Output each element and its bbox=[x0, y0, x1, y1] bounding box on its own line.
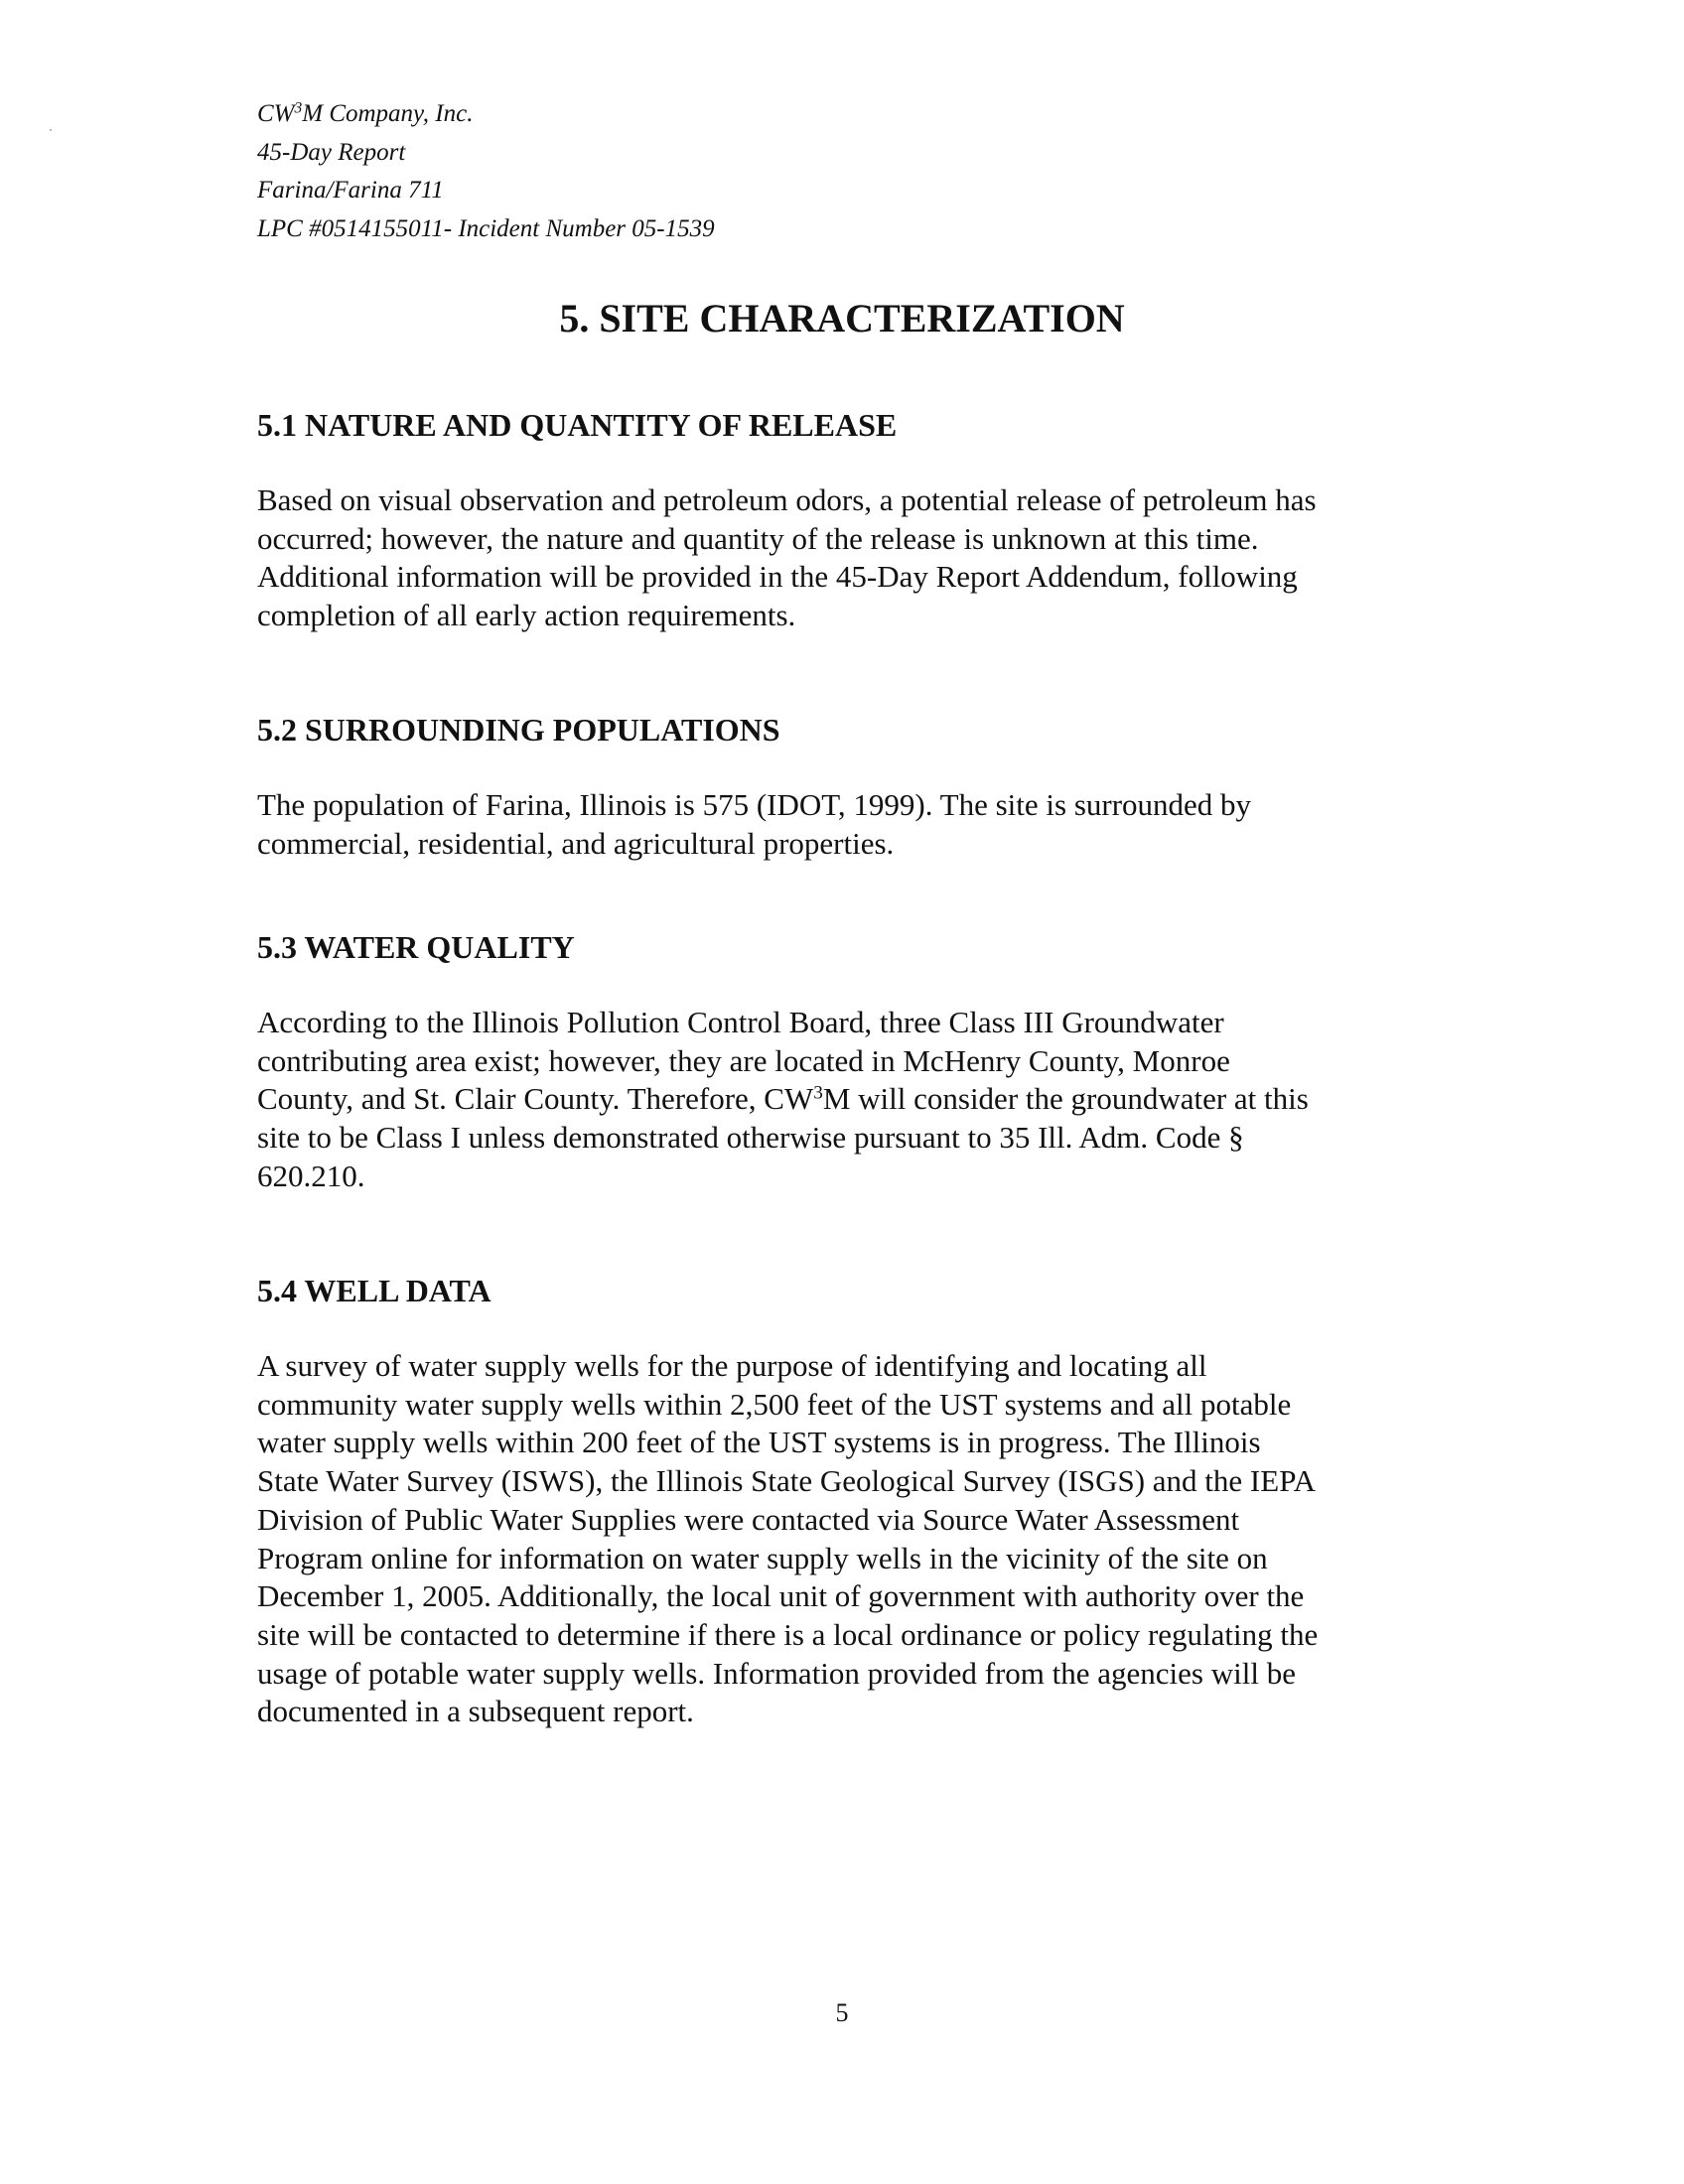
header-company-sup: 3 bbox=[294, 99, 303, 117]
header-company-pre: CW bbox=[257, 100, 295, 127]
paragraph-line: The population of Farina, Illinois is 575 (IDOT, 1999). The site is surrounded by bbox=[257, 787, 1252, 822]
paragraph-line: 620.210. bbox=[257, 1158, 365, 1193]
paragraph-line-post: M will consider the groundwater at this bbox=[822, 1081, 1309, 1117]
header-company-post: M Company, Inc. bbox=[302, 100, 474, 127]
paragraph-line-sup: 3 bbox=[813, 1082, 823, 1104]
section-water-quality bbox=[257, 927, 1478, 1196]
paragraph-line: State Water Survey (ISWS), the Illinois State Geological Survey (ISGS) and the IEPA bbox=[257, 1463, 1316, 1499]
page-title: 5. SITE CHARACTERIZATION bbox=[559, 296, 1125, 341]
paragraph-line: occurred; however, the nature and quantity of the release is unknown at this time. bbox=[257, 520, 1259, 556]
paragraph-line: documented in a subsequent report. bbox=[257, 1694, 694, 1729]
paragraph-line: Program online for information on water supply wells in the vicinity of the site on bbox=[257, 1540, 1268, 1575]
paragraph-line: A survey of water supply wells for the purpose of identifying and locating all bbox=[257, 1348, 1207, 1383]
paragraph-line: completion of all early action requirements. bbox=[257, 598, 796, 633]
section-paragraph bbox=[257, 1004, 1478, 1196]
section-nature-and-quantity bbox=[257, 405, 1478, 635]
header-company bbox=[257, 95, 715, 134]
paragraph-line-pre: County, and St. Clair County. Therefore, CW bbox=[257, 1081, 814, 1117]
header-site: Farina/Farina 711 bbox=[257, 177, 444, 204]
paragraph-line: December 1, 2005. Additionally, the local unit of government with authority over the bbox=[257, 1578, 1305, 1614]
scan-artifact bbox=[50, 129, 52, 131]
paragraph-line: community water supply wells within 2,500 feet of the UST systems and all potable bbox=[257, 1386, 1292, 1422]
section-heading: 5.3 WATER QUALITY bbox=[257, 929, 575, 965]
section-heading: 5.2 SURROUNDING POPULATIONS bbox=[257, 712, 780, 748]
page-number: 5 bbox=[835, 1998, 849, 2027]
section-heading: 5.4 WELL DATA bbox=[257, 1273, 491, 1308]
paragraph-line: contributing area exist; however, they are located in McHenry County, Monroe bbox=[257, 1042, 1230, 1078]
paragraph-line: commercial, residential, and agricultural properties. bbox=[257, 825, 895, 861]
section-surrounding-populations bbox=[257, 710, 1478, 863]
paragraph-line: water supply wells within 200 feet of the UST systems is in progress. The Illinois bbox=[257, 1425, 1261, 1460]
section-heading: 5.1 NATURE AND QUANTITY OF RELEASE bbox=[257, 407, 898, 443]
paragraph-line: site to be Class I unless demonstrated otherwise pursuant to 35 Ill. Adm. Code § bbox=[257, 1120, 1244, 1156]
report-header bbox=[257, 95, 715, 248]
section-paragraph bbox=[257, 481, 1478, 635]
paragraph-line: Based on visual observation and petroleum odors, a potential release of petroleum has bbox=[257, 482, 1317, 517]
header-report: 45-Day Report bbox=[257, 138, 406, 166]
paragraph-line: site will be contacted to determine if there is a local ordinance or policy regulating the bbox=[257, 1616, 1319, 1652]
paragraph-line: usage of potable water supply wells. Information provided from the agencies will be bbox=[257, 1655, 1296, 1691]
section-well-data bbox=[257, 1271, 1478, 1731]
paragraph-line bbox=[257, 1080, 1478, 1119]
section-paragraph bbox=[257, 786, 1478, 863]
paragraph-line: Additional information will be provided in the 45-Day Report Addendum, following bbox=[257, 559, 1298, 595]
header-lpc: LPC #0514155011- Incident Number 05-1539 bbox=[257, 214, 715, 242]
paragraph-line: Division of Public Water Supplies were contacted via Source Water Assessment bbox=[257, 1501, 1240, 1537]
section-paragraph bbox=[257, 1347, 1478, 1731]
paragraph-line: According to the Illinois Pollution Control Board, three Class III Groundwater bbox=[257, 1005, 1224, 1039]
